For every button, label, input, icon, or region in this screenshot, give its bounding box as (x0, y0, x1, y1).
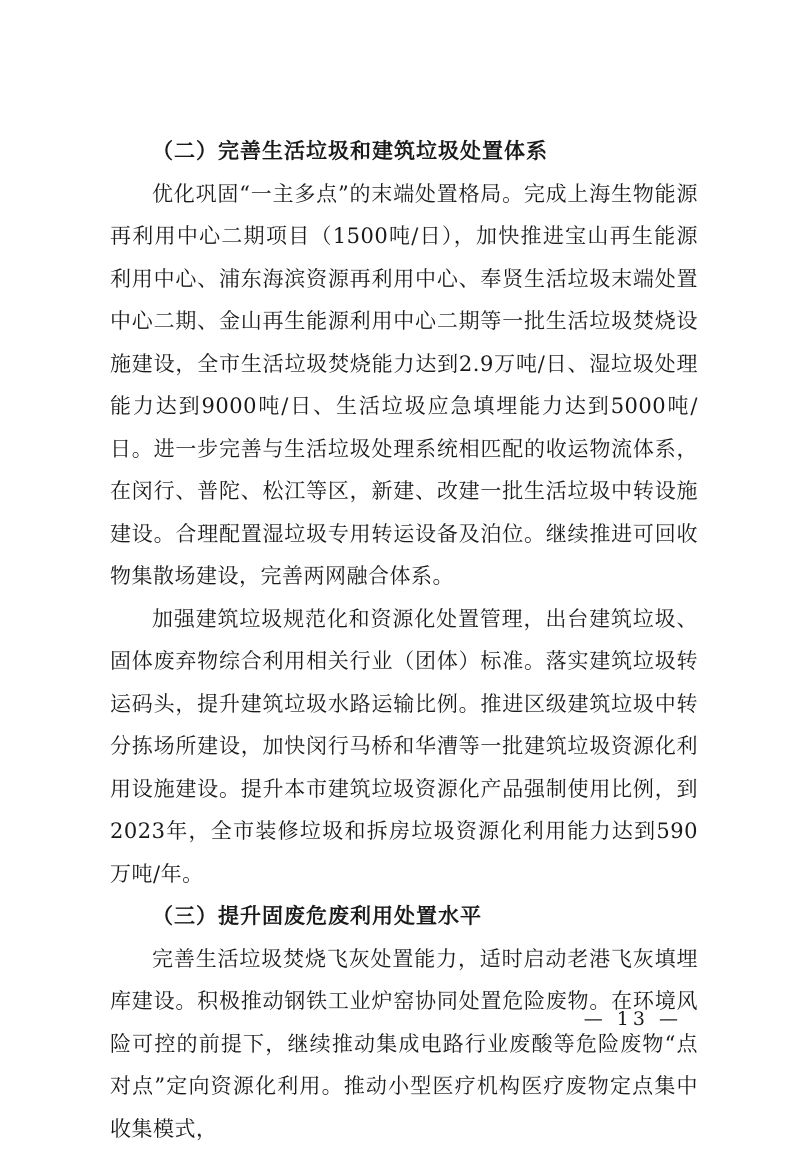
section-heading-3: （三）提升固废危废利用处置水平 (110, 895, 698, 938)
page-number: — 13 — (584, 1008, 682, 1030)
paragraph-construction-waste: 加强建筑垃圾规范化和资源化处置管理，出台建筑垃圾、固体废弃物综合利用相关行业（团体）标准。落实建筑垃圾转运码头，提升建筑垃圾水路运输比例。推进区级建筑垃圾中转分拣场所建设，加快闵行马桥和华漕等一批建筑垃圾资源化利用设施建设。提升本市建筑垃圾资源化产品强制使用比例，到2023年，全市装修垃圾和拆房垃圾资源化利用能力达到590万吨/年。 (110, 598, 698, 896)
paragraph-terminal-disposal: 优化巩固“一主多点”的末端处置格局。完成上海生物能源再利用中心二期项目（1500吨/日），加快推进宝山再生能源利用中心、浦东海滨资源再利用中心、奉贤生活垃圾末端处置中心二期、金山再生能源利用中心二期等一批生活垃圾焚烧设施建设，全市生活垃圾焚烧能力达到2.9万吨/日、湿垃圾处理能力达到9000吨/日、生活垃圾应急填埋能力达到5000吨/日。进一步完善与生活垃圾处理系统相匹配的收运物流体系，在闵行、普陀、松江等区，新建、改建一批生活垃圾中转设施建设。合理配置湿垃圾专用转运设备及泊位。继续推进可回收物集散场建设，完善两网融合体系。 (110, 173, 698, 598)
section-heading-2: （二）完善生活垃圾和建筑垃圾处置体系 (110, 130, 698, 173)
document-body (110, 130, 698, 1150)
paragraph-hazardous-waste: 完善生活垃圾焚烧飞灰处置能力，适时启动老港飞灰填埋库建设。积极推动钢铁工业炉窑协同处置危险废物。在环境风险可控的前提下，继续推动集成电路行业废酸等危险废物“点对点”定向资源化利用。推动小型医疗机构医疗废物定点集中收集模式， (110, 938, 698, 1150)
